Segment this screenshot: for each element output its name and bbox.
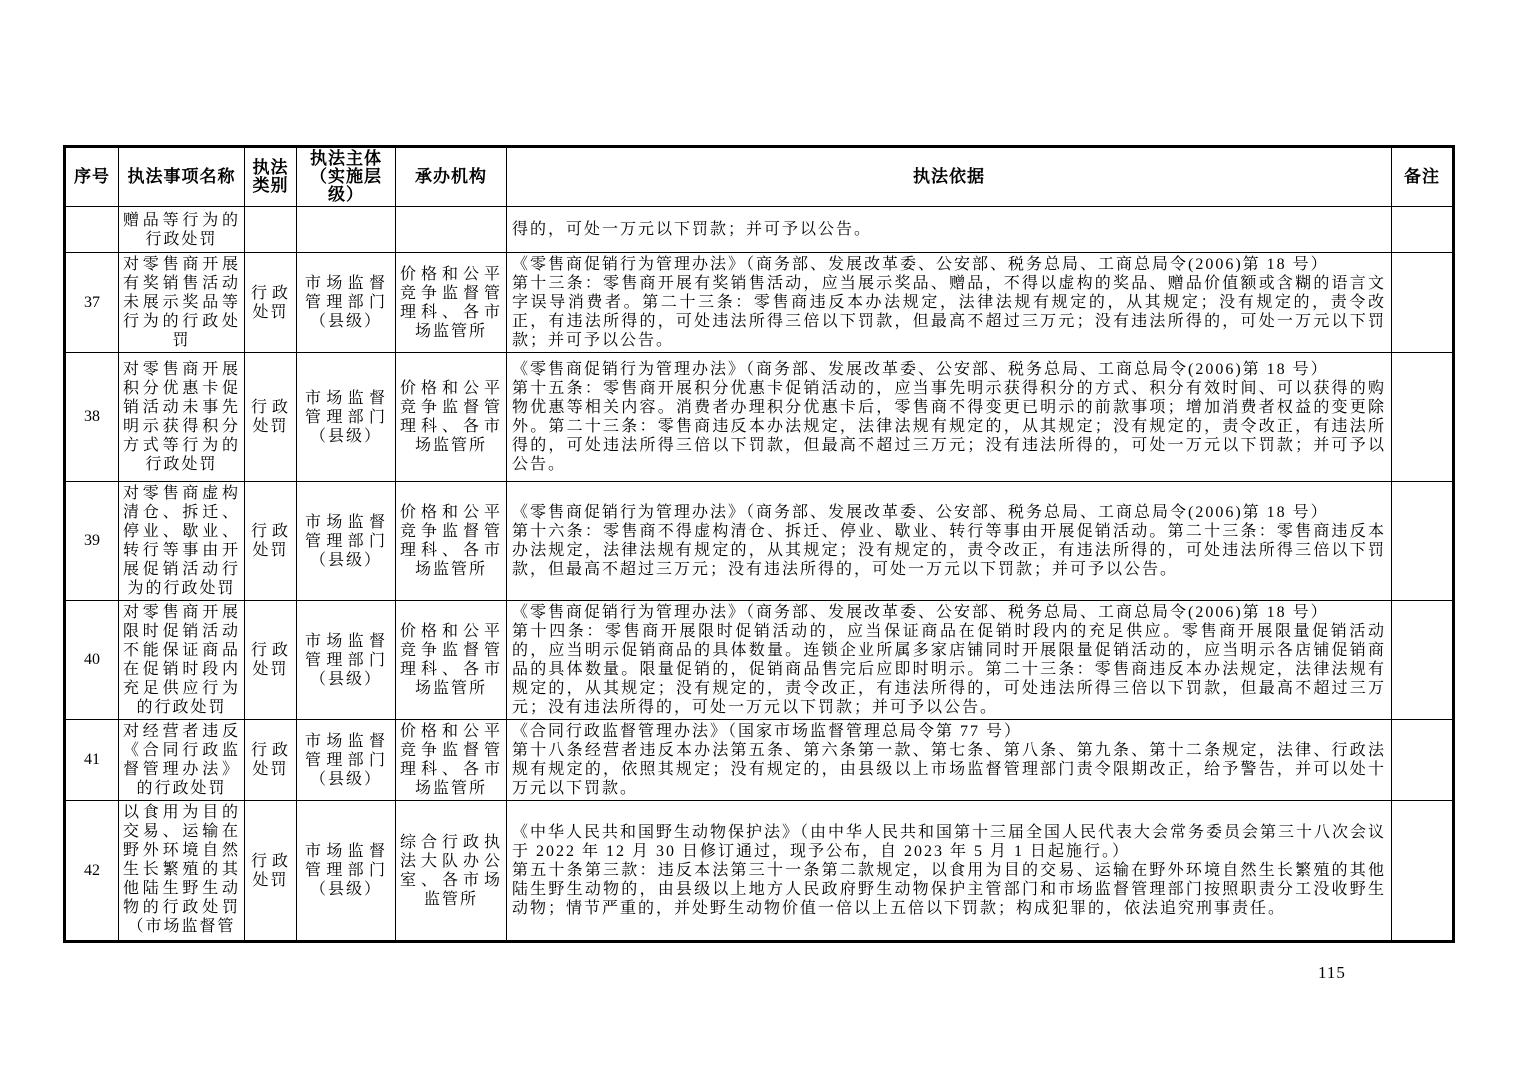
table-row-41 [65, 720, 1454, 801]
table-row-40 [65, 601, 1454, 720]
basis-text: 第十四条：零售商开展限时促销活动的，应当保证商品在促销时段内的充足供应。零售商开展限量促销活动的，应当明示促销商品的具体数量。连锁企业所属多家店铺同时开展限量促销活动的，应当明示各店铺促销商品的具体数量。限量促销的，促销商品售完后应即时明示。第二十三条：零售商违反本办法规定，法律法规有规定的，从其规定；没有规定的，责令改正，有违法所得的，可处违法所得三倍以下罚款，但最高不超过三万元；没有违法所得的，可处一万元以下罚款；并可予以公告。 [512, 623, 1386, 716]
item-name-cell: 赠品等行为的行政处罚 [119, 207, 245, 253]
row-index-cell: 37 [65, 253, 119, 353]
basis-text: 第十八条经营者违反本办法第五条、第六条第一款、第七条、第八条、第九条、第十二条规定，法律、行政法规有规定的，依照其规定；没有规定的，由县级以上市场监督管理部门责令限期改正，给予警告，并可以处十万元以下罚款。 [512, 742, 1386, 797]
page-number: 115 [1318, 963, 1346, 982]
note-cell [1392, 353, 1454, 482]
row-index-cell: 40 [65, 601, 119, 720]
table-row-continuation [65, 207, 1454, 253]
note-cell [1392, 482, 1454, 601]
category-cell: 行政处罚 [245, 482, 297, 601]
subject-cell: 市场监督管理部门（县级） [297, 801, 396, 942]
column-header-item-name: 执法事项名称 [119, 147, 245, 207]
column-header-note: 备注 [1392, 147, 1454, 207]
note-cell [1392, 720, 1454, 801]
basis-cell [507, 801, 1392, 942]
item-name-cell: 对零售商开展有奖销售活动未展示奖品等行为的行政处罚 [119, 253, 245, 353]
category-cell [245, 207, 297, 253]
column-header-basis: 执法依据 [507, 147, 1392, 207]
category-cell: 行政处罚 [245, 253, 297, 353]
row-index-cell: 38 [65, 353, 119, 482]
note-cell [1392, 253, 1454, 353]
subject-cell: 市场监督管理部门（县级） [297, 482, 396, 601]
row-index-cell: 42 [65, 801, 119, 942]
basis-text: 第十三条：零售商开展有奖销售活动，应当展示奖品、赠品，不得以虚构的奖品、赠品价值额或含糊的语言文字误导消费者。第二十三条：零售商违反本办法规定，法律法规有规定的，从其规定；没有规定的，责令改正，有违法所得的，可处违法所得三倍以下罚款，但最高不超过三万元；没有违法所得的，可处一万元以下罚款；并可予以公告。 [512, 275, 1386, 349]
row-index-cell: 41 [65, 720, 119, 801]
agency-cell: 价格和公平竞争监督管理科、各市场监管所 [396, 601, 507, 720]
agency-cell: 价格和公平竞争监督管理科、各市场监管所 [396, 353, 507, 482]
note-cell [1392, 207, 1454, 253]
subject-cell: 市场监督管理部门（县级） [297, 720, 396, 801]
item-name-clipped-text: 以食用为目的交易、运输在野外环境自然生长繁殖的其他陆生野生动物的行政处罚（市场监督管 [123, 804, 240, 935]
note-cell [1392, 801, 1454, 942]
item-name-cell: 对零售商开展限时促销活动不能保证商品在促销时段内充足供应行为的行政处罚 [119, 601, 245, 720]
basis-cell [507, 353, 1392, 482]
column-header-subject: 执法主体（实施层级） [297, 147, 396, 207]
category-cell: 行政处罚 [245, 353, 297, 482]
column-header-agency: 承办机构 [396, 147, 507, 207]
category-cell: 行政处罚 [245, 601, 297, 720]
basis-cell [507, 207, 1392, 253]
table-row-39 [65, 482, 1454, 601]
note-cell [1392, 601, 1454, 720]
item-name-cell: 对经营者违反《合同行政监督管理办法》的行政处罚 [119, 720, 245, 801]
subject-cell: 市场监督管理部门（县级） [297, 353, 396, 482]
basis-title: 《零售商促销行为管理办法》（商务部、发展改革委、公安部、税务总局、工商总局令(2006)第 18 号） [512, 504, 1329, 521]
subject-cell [297, 207, 396, 253]
basis-text: 第十六条：零售商不得虚构清仓、拆迁、停业、歇业、转行等事由开展促销活动。第二十三条：零售商违反本办法规定，法律法规有规定的，从其规定；没有规定的，责令改正，有违法所得的，可处违法所得三倍以下罚款，但最高不超过三万元；没有违法所得的，可处一万元以下罚款；并可予以公告。 [512, 523, 1386, 578]
agency-cell [396, 207, 507, 253]
enforcement-items-table [63, 145, 1455, 943]
basis-cell [507, 720, 1392, 801]
basis-title: 《合同行政监督管理办法》（国家市场监督管理总局令第 77 号） [512, 723, 1023, 740]
table-row-42 [65, 801, 1454, 942]
item-name-cell: 对零售商虚构清仓、拆迁、停业、歇业、转行等事由开展促销活动行为的行政处罚 [119, 482, 245, 601]
subject-cell: 市场监督管理部门（县级） [297, 601, 396, 720]
table-header-row [65, 147, 1454, 207]
row-index-cell [65, 207, 119, 253]
category-cell: 行政处罚 [245, 720, 297, 801]
agency-cell: 价格和公平竞争监督管理科、各市场监管所 [396, 720, 507, 801]
column-header-index: 序号 [65, 147, 119, 207]
table-row-37 [65, 253, 1454, 353]
subject-cell: 市场监督管理部门（县级） [297, 253, 396, 353]
row-index-cell: 39 [65, 482, 119, 601]
basis-cell [507, 482, 1392, 601]
basis-title: 《零售商促销行为管理办法》（商务部、发展改革委、公安部、税务总局、工商总局令(2006)第 18 号） [512, 256, 1329, 273]
agency-cell: 综合行政执法大队办公室、各市场监管所 [396, 801, 507, 942]
basis-cell [507, 601, 1392, 720]
category-cell: 行政处罚 [245, 801, 297, 942]
item-name-cell [119, 801, 245, 942]
basis-title: 《零售商促销行为管理办法》（商务部、发展改革委、公安部、税务总局、工商总局令(2006)第 18 号） [512, 361, 1329, 378]
table-row-38 [65, 353, 1454, 482]
item-name-cell: 对零售商开展积分优惠卡促销活动未事先明示获得积分方式等行为的行政处罚 [119, 353, 245, 482]
basis-text: 第十五条：零售商开展积分优惠卡促销活动的，应当事先明示获得积分的方式、积分有效时间、可以获得的购物优惠等相关内容。消费者办理积分优惠卡后，零售商不得变更已明示的前款事项；增加消费者权益的变更除外。第二十三条：零售商违反本办法规定，法律法规有规定的，从其规定；没有规定的，责令改正，有违法所得的，可处违法所得三倍以下罚款，但最高不超过三万元；没有违法所得的，可处一万元以下罚款；并可予以公告。 [512, 380, 1386, 473]
agency-cell: 价格和公平竞争监督管理科、各市场监管所 [396, 482, 507, 601]
basis-title: 《零售商促销行为管理办法》（商务部、发展改革委、公安部、税务总局、工商总局令(2006)第 18 号） [512, 604, 1329, 621]
column-header-category: 执法类别 [245, 147, 297, 207]
agency-cell: 价格和公平竞争监督管理科、各市场监管所 [396, 253, 507, 353]
basis-text: 第五十条第三款：违反本法第三十一条第二款规定，以食用为目的交易、运输在野外环境自然生长繁殖的其他陆生野生动物的，由县级以上地方人民政府野生动物保护主管部门和市场监督管理部门按照职责分工没收野生动物；情节严重的，并处野生动物价值一倍以上五倍以下罚款；构成犯罪的，依法追究刑事责任。 [512, 862, 1386, 917]
basis-cell [507, 253, 1392, 353]
basis-text: 得的，可处一万元以下罚款；并可予以公告。 [512, 221, 873, 238]
basis-title: 《中华人民共和国野生动物保护法》（由中华人民共和国第十三届全国人民代表大会常务委员会第三十八次会议于 2022 年 12 月 30 日修订通过，现予公布，自 2023 年 5 月 1 日起施行。） [512, 824, 1387, 860]
